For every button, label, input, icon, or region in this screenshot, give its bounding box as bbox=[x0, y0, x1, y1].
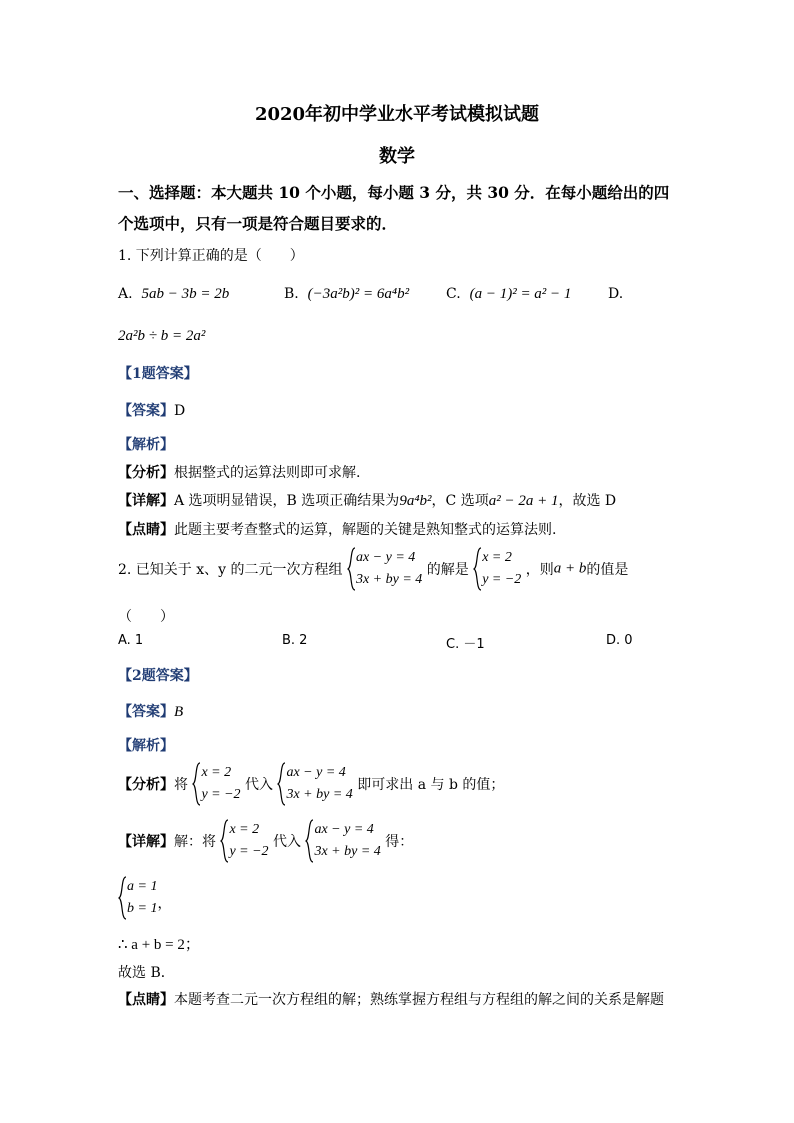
q1-option-a-expr: 5ab − 3b = 2b bbox=[141, 286, 230, 302]
left-brace-icon bbox=[277, 762, 286, 806]
q2-stem-pre: 2. 已知关于 x、y 的二元一次方程组 bbox=[118, 562, 343, 578]
q1-stem: 1. 下列计算正确的是（ ） bbox=[118, 248, 304, 264]
q1-option-c bbox=[446, 286, 571, 303]
q1-detail-text1: A 选项明显错误，B 选项正确结果为 bbox=[174, 493, 400, 509]
left-brace-icon bbox=[220, 819, 229, 863]
q2-fenxi-system bbox=[277, 762, 352, 806]
q2-stem-expr: a + b bbox=[553, 560, 587, 577]
q2-fenxi-mid: 代入 bbox=[245, 777, 274, 793]
q1-detail-expr1: 9a⁴b² bbox=[399, 493, 432, 509]
q1-comment bbox=[118, 519, 556, 539]
q2-solution bbox=[473, 547, 521, 591]
q1-option-c-expr: (a − 1)² = a² − 1 bbox=[469, 286, 572, 302]
q2-fenxi-sol-eq1: x = 2 bbox=[201, 765, 232, 780]
left-brace-icon bbox=[473, 547, 482, 591]
section-heading-line1: 一、选择题：本大题共 10 个小题，每小题 3 分，共 30 分．在每小题给出的四 bbox=[118, 183, 670, 202]
q1-analysis-label: 【解析】 bbox=[118, 437, 174, 453]
q2-detail-pre: 解：将 bbox=[174, 834, 216, 850]
q2-fenxi-sol-eq2: y = −2 bbox=[201, 787, 241, 802]
q2-system-eq1: ax − y = 4 bbox=[355, 550, 416, 565]
q1-option-d-label: D. bbox=[608, 286, 624, 302]
q1-comment-text: 此题主要考查整式的运算，解题的关键是熟知整式的运算法则. bbox=[174, 522, 557, 538]
q2-answer-label: 【答案】 bbox=[118, 704, 174, 720]
q2-stem-post1: ，则 bbox=[525, 562, 554, 578]
left-brace-icon bbox=[305, 819, 314, 863]
q2-detail-system bbox=[305, 819, 380, 863]
q2-detail-sol-eq1: x = 2 bbox=[229, 822, 260, 837]
q1-fenxi-label: 【分析】 bbox=[118, 465, 174, 481]
q2-fenxi-post: 即可求出 a 与 b 的值； bbox=[357, 777, 505, 793]
page-subject: 数学 bbox=[379, 146, 415, 167]
q2-detail-label: 【详解】 bbox=[118, 834, 174, 850]
q2-result-system bbox=[118, 876, 157, 920]
page-title: 2020年初中学业水平考试模拟试题 bbox=[254, 104, 540, 125]
q1-fenxi bbox=[118, 462, 360, 482]
q2-comment-label: 【点睛】 bbox=[118, 992, 174, 1008]
q1-fenxi-text: 根据整式的运算法则即可求解. bbox=[174, 465, 361, 481]
q1-option-b-expr: (−3a²b)² = 6a⁴b² bbox=[307, 286, 410, 302]
q1-answer-label: 【答案】 bbox=[118, 403, 174, 419]
q1-detail-text2: ，C 选项 bbox=[431, 493, 489, 509]
q2-comment bbox=[118, 989, 664, 1009]
q2-option-c: C. －1 bbox=[446, 637, 485, 652]
q2-answer bbox=[118, 701, 183, 721]
q2-stem-mid: 的解是 bbox=[426, 562, 469, 578]
q2-stem-post2: 的值是 bbox=[586, 562, 629, 578]
q2-paren: （ ） bbox=[118, 609, 174, 625]
q1-comment-label: 【点睛】 bbox=[118, 522, 174, 538]
q2-therefore: ∴ a + b = 2； bbox=[118, 937, 200, 953]
q2-analysis-label: 【解析】 bbox=[118, 738, 174, 754]
q2-detail-solution bbox=[220, 819, 268, 863]
q2-fenxi-solution bbox=[192, 762, 240, 806]
q1-detail-expr2: a² − 2a + 1 bbox=[488, 493, 559, 509]
q2-answer-tag: 【2题答案】 bbox=[118, 668, 198, 684]
q2-solution-eq2: y = −2 bbox=[482, 572, 522, 587]
q1-option-b-label: B. bbox=[284, 286, 299, 302]
q1-answer-value: D bbox=[174, 403, 186, 419]
q2-result-eq1: a = 1 bbox=[127, 879, 158, 894]
q2-fenxi-sys-eq1: ax − y = 4 bbox=[286, 765, 346, 780]
q1-answer bbox=[118, 400, 185, 420]
q1-detail-label: 【详解】 bbox=[118, 493, 174, 509]
q2-option-a: A. 1 bbox=[118, 633, 144, 648]
q2-detail-sol-eq2: y = −2 bbox=[229, 844, 269, 859]
left-brace-icon bbox=[118, 876, 127, 920]
left-brace-icon bbox=[192, 762, 201, 806]
q1-detail bbox=[118, 490, 616, 510]
q2-option-b: B. 2 bbox=[282, 633, 308, 648]
q2-solution-eq1: x = 2 bbox=[482, 550, 512, 565]
q1-option-d-expr: 2a²b ÷ b = 2a² bbox=[118, 328, 206, 344]
q2-fenxi bbox=[118, 762, 504, 806]
q2-detail-sys-eq1: ax − y = 4 bbox=[314, 822, 374, 837]
q2-stem bbox=[118, 547, 628, 591]
q2-system bbox=[347, 547, 422, 591]
q2-result bbox=[118, 876, 171, 920]
q2-detail-mid: 代入 bbox=[273, 834, 302, 850]
q1-answer-tag: 【1题答案】 bbox=[118, 366, 198, 382]
q1-option-a-label: A. bbox=[118, 286, 133, 302]
q2-fenxi-label: 【分析】 bbox=[118, 777, 174, 793]
q2-fenxi-pre: 将 bbox=[174, 777, 188, 793]
q2-detail bbox=[118, 819, 413, 863]
section-heading-line2: 个选项中，只有一项是符合题目要求的． bbox=[118, 214, 398, 233]
q2-result-comma: ， bbox=[157, 896, 172, 912]
q2-fenxi-sys-eq2: 3x + by = 4 bbox=[286, 787, 353, 802]
q2-detail-sys-eq2: 3x + by = 4 bbox=[314, 844, 381, 859]
q2-answer-value: B bbox=[174, 704, 184, 720]
q2-result-eq2: b = 1 bbox=[127, 901, 158, 916]
q1-detail-text3: ，故选 D bbox=[558, 493, 617, 509]
q1-option-c-label: C. bbox=[446, 286, 461, 302]
q2-system-eq2: 3x + by = 4 bbox=[355, 572, 423, 587]
q2-comment-text: 本题考查二元一次方程组的解；熟练掌握方程组与方程组的解之间的关系是解题 bbox=[174, 992, 664, 1008]
left-brace-icon bbox=[347, 547, 356, 591]
q1-option-b bbox=[284, 286, 409, 303]
q2-choose: 故选 B． bbox=[118, 965, 175, 981]
q2-detail-post: 得： bbox=[385, 834, 414, 850]
q1-option-a bbox=[118, 286, 229, 303]
q2-option-d: D. 0 bbox=[606, 633, 633, 648]
